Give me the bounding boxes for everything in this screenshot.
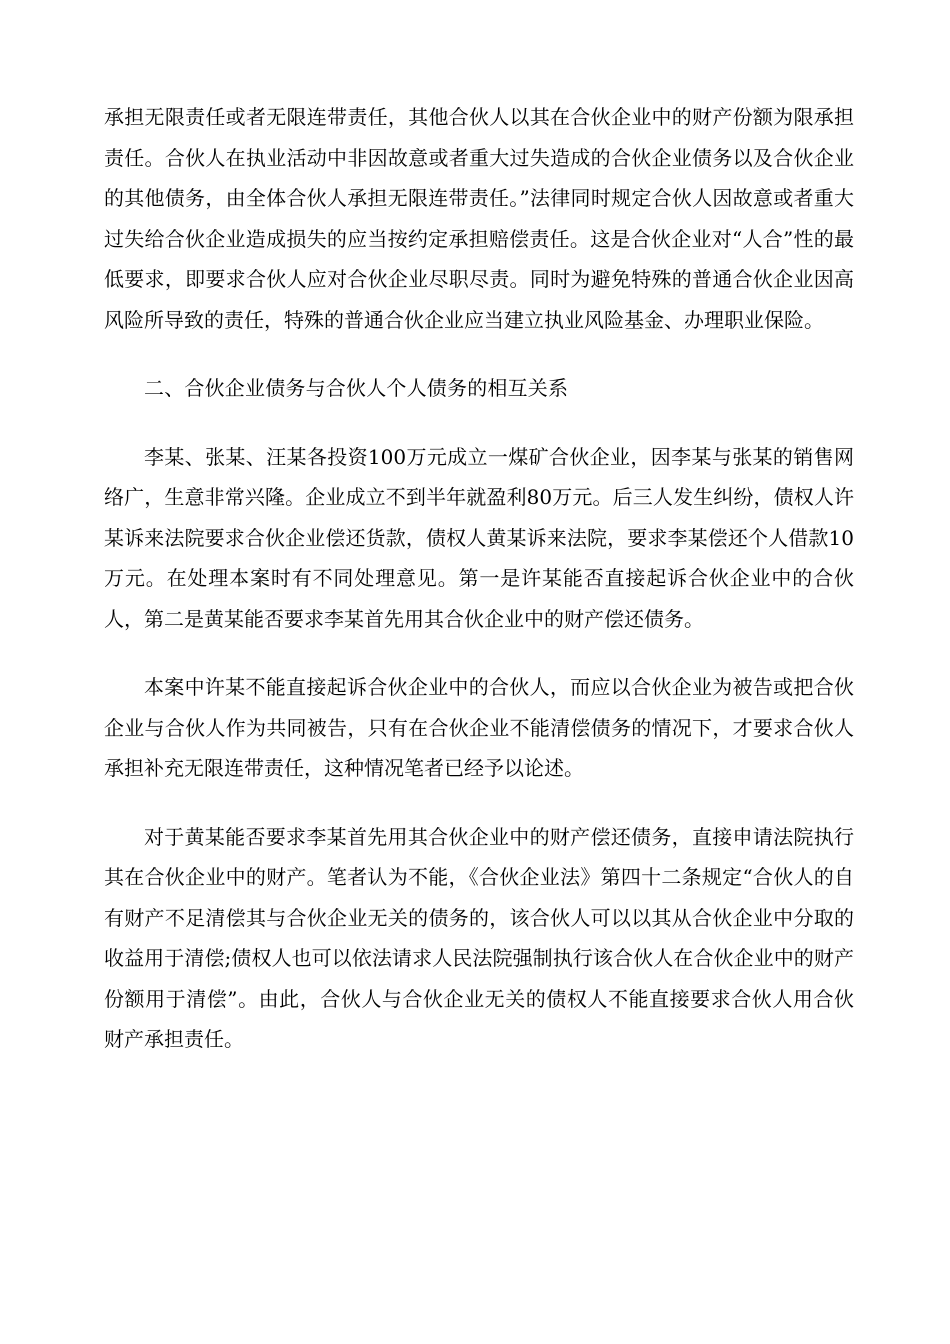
paragraph-analysis-1: 本案中许某不能直接起诉合伙企业中的合伙人，而应以合伙企业为被告或把合伙企业与合伙人作为共同被告，只有在合伙企业不能清偿债务的情况下，才要求合伙人承担补充无限连带责任，这种情况笔者已经予以论述。	[104, 675, 854, 780]
document-page	[104, 97, 854, 1088]
paragraph-case-facts: 李某、张某、汪某各投资100万元成立一煤矿合伙企业，因李某与张某的销售网络广，生意非常兴隆。企业成立不到半年就盈利80万元。后三人发生纠纷，债权人许某诉来法院要求合伙企业偿还货款，债权人黄某诉来法院，要求李某偿还个人借款10万元。在处理本案时有不同处理意见。第一是许某能否直接起诉合伙企业中的合伙人，第二是黄某能否要求李某首先用其合伙企业中的财产偿还债务。	[104, 444, 854, 631]
section-heading: 二、合伙企业债务与合伙人个人债务的相互关系	[144, 376, 569, 400]
paragraph-continuation: 承担无限责任或者无限连带责任，其他合伙人以其在合伙企业中的财产份额为限承担责任。合伙人在执业活动中非因故意或者重大过失造成的合伙企业债务以及合伙企业的其他债务，由全体合伙人承担无限连带责任。”法律同时规定合伙人因故意或者重大过失给合伙企业造成损失的应当按约定承担赔偿责任。这是合伙企业对“人合”性的最低要求，即要求合伙人应对合伙企业尽职尽责。同时为避免特殊的普通合伙企业因高风险所导致的责任，特殊的普通合伙企业应当建立执业风险基金、办理职业保险。	[104, 105, 854, 332]
paragraph-analysis-2: 对于黄某能否要求李某首先用其合伙企业中的财产偿还债务，直接申请法院执行其在合伙企业中的财产。笔者认为不能，《合伙企业法》第四十二条规定“合伙人的自有财产不足清偿其与合伙企业无关的债务的，该合伙人可以以其从合伙企业中分取的收益用于清偿;债权人也可以依法请求人民法院强制执行该合伙人在合伙企业中的财产份额用于清偿”。由此，合伙人与合伙企业无关的债权人不能直接要求合伙人用合伙财产承担责任。	[104, 824, 854, 1051]
